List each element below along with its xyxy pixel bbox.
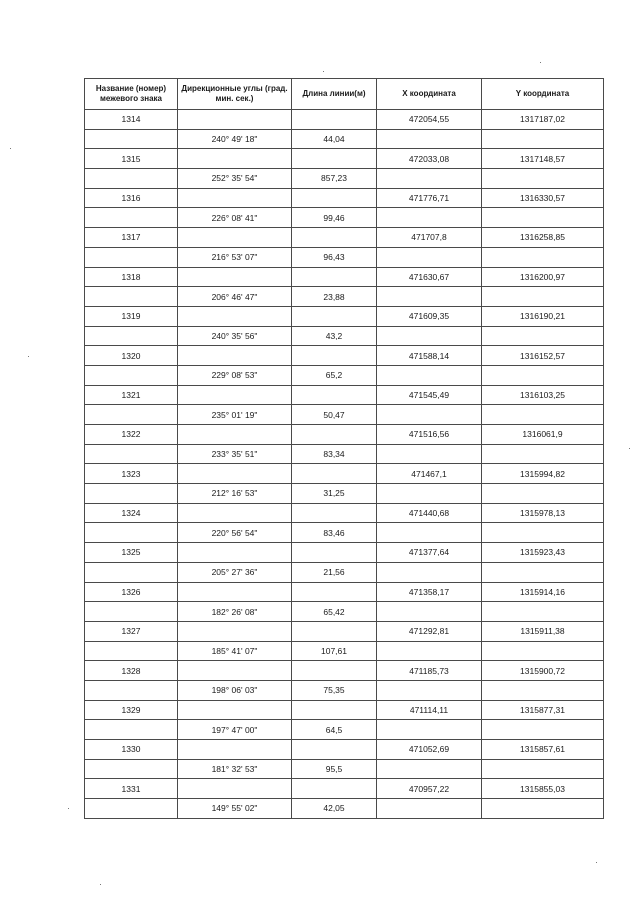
x-coordinate: 471377,64 bbox=[377, 543, 482, 563]
scan-speck bbox=[540, 62, 541, 63]
header-x: X координата bbox=[377, 79, 482, 110]
x-coordinate: 471609,35 bbox=[377, 306, 482, 326]
point-name: 1324 bbox=[85, 503, 178, 523]
y-coordinate: 1315914,16 bbox=[482, 582, 604, 602]
line-length: 857,23 bbox=[292, 169, 377, 189]
segment-row bbox=[85, 326, 604, 346]
y-coordinate: 1315923,43 bbox=[482, 543, 604, 563]
point-name: 1319 bbox=[85, 306, 178, 326]
empty-cell bbox=[482, 326, 604, 346]
x-coordinate: 471588,14 bbox=[377, 346, 482, 366]
empty-cell bbox=[178, 543, 292, 563]
empty-cell bbox=[292, 188, 377, 208]
empty-cell bbox=[85, 287, 178, 307]
header-angle: Дирекционные углы (град. мин. сек.) bbox=[178, 79, 292, 110]
point-name: 1321 bbox=[85, 385, 178, 405]
direction-angle: 252° 35' 54" bbox=[178, 169, 292, 189]
point-name: 1314 bbox=[85, 110, 178, 130]
y-coordinate: 1315978,13 bbox=[482, 503, 604, 523]
point-name: 1320 bbox=[85, 346, 178, 366]
empty-cell bbox=[482, 287, 604, 307]
segment-row bbox=[85, 602, 604, 622]
empty-cell bbox=[85, 405, 178, 425]
x-coordinate: 471185,73 bbox=[377, 661, 482, 681]
point-name: 1328 bbox=[85, 661, 178, 681]
empty-cell bbox=[178, 779, 292, 799]
direction-angle: 240° 49' 18" bbox=[178, 129, 292, 149]
empty-cell bbox=[85, 799, 178, 819]
empty-cell bbox=[377, 405, 482, 425]
empty-cell bbox=[482, 562, 604, 582]
segment-row bbox=[85, 208, 604, 228]
empty-cell bbox=[377, 799, 482, 819]
segment-row bbox=[85, 287, 604, 307]
empty-cell bbox=[377, 562, 482, 582]
y-coordinate: 1315900,72 bbox=[482, 661, 604, 681]
segment-row bbox=[85, 641, 604, 661]
point-row bbox=[85, 306, 604, 326]
empty-cell bbox=[85, 602, 178, 622]
point-name: 1329 bbox=[85, 700, 178, 720]
point-row bbox=[85, 621, 604, 641]
point-name: 1316 bbox=[85, 188, 178, 208]
y-coordinate: 1316330,57 bbox=[482, 188, 604, 208]
empty-cell bbox=[292, 425, 377, 445]
empty-cell bbox=[292, 543, 377, 563]
y-coordinate: 1315911,38 bbox=[482, 621, 604, 641]
line-length: 43,2 bbox=[292, 326, 377, 346]
y-coordinate: 1317148,57 bbox=[482, 149, 604, 169]
point-name: 1327 bbox=[85, 621, 178, 641]
x-coordinate: 471114,11 bbox=[377, 700, 482, 720]
point-name: 1317 bbox=[85, 228, 178, 248]
y-coordinate: 1316061,9 bbox=[482, 425, 604, 445]
segment-row bbox=[85, 129, 604, 149]
direction-angle: 216° 53' 07" bbox=[178, 247, 292, 267]
direction-angle: 149° 55' 02" bbox=[178, 799, 292, 819]
empty-cell bbox=[292, 228, 377, 248]
empty-cell bbox=[377, 365, 482, 385]
header-length: Длина линии(м) bbox=[292, 79, 377, 110]
x-coordinate: 470957,22 bbox=[377, 779, 482, 799]
empty-cell bbox=[178, 582, 292, 602]
point-row bbox=[85, 267, 604, 287]
point-name: 1323 bbox=[85, 464, 178, 484]
y-coordinate: 1316152,57 bbox=[482, 346, 604, 366]
empty-cell bbox=[178, 425, 292, 445]
empty-cell bbox=[482, 365, 604, 385]
direction-angle: 185° 41' 07" bbox=[178, 641, 292, 661]
line-length: 31,25 bbox=[292, 484, 377, 504]
segment-row bbox=[85, 405, 604, 425]
point-row bbox=[85, 464, 604, 484]
point-row bbox=[85, 110, 604, 130]
empty-cell bbox=[292, 503, 377, 523]
y-coordinate: 1315855,03 bbox=[482, 779, 604, 799]
empty-cell bbox=[292, 346, 377, 366]
x-coordinate: 471545,49 bbox=[377, 385, 482, 405]
empty-cell bbox=[482, 484, 604, 504]
point-row bbox=[85, 700, 604, 720]
empty-cell bbox=[178, 464, 292, 484]
line-length: 21,56 bbox=[292, 562, 377, 582]
empty-cell bbox=[377, 444, 482, 464]
empty-cell bbox=[482, 247, 604, 267]
empty-cell bbox=[178, 110, 292, 130]
empty-cell bbox=[178, 228, 292, 248]
empty-cell bbox=[482, 129, 604, 149]
direction-angle: 181° 32' 53" bbox=[178, 759, 292, 779]
x-coordinate: 471516,56 bbox=[377, 425, 482, 445]
direction-angle: 205° 27' 36" bbox=[178, 562, 292, 582]
empty-cell bbox=[482, 799, 604, 819]
point-row bbox=[85, 425, 604, 445]
empty-cell bbox=[85, 759, 178, 779]
direction-angle: 182° 26' 08" bbox=[178, 602, 292, 622]
scan-speck bbox=[28, 356, 29, 357]
point-row bbox=[85, 543, 604, 563]
direction-angle: 220° 56' 54" bbox=[178, 523, 292, 543]
x-coordinate: 471292,81 bbox=[377, 621, 482, 641]
empty-cell bbox=[85, 523, 178, 543]
point-name: 1325 bbox=[85, 543, 178, 563]
segment-row bbox=[85, 562, 604, 582]
empty-cell bbox=[85, 444, 178, 464]
direction-angle: 197° 47' 00" bbox=[178, 720, 292, 740]
line-length: 42,05 bbox=[292, 799, 377, 819]
segment-row bbox=[85, 247, 604, 267]
empty-cell bbox=[85, 365, 178, 385]
segment-row bbox=[85, 444, 604, 464]
empty-cell bbox=[292, 740, 377, 760]
empty-cell bbox=[292, 621, 377, 641]
direction-angle: 229° 08' 53" bbox=[178, 365, 292, 385]
x-coordinate: 472054,55 bbox=[377, 110, 482, 130]
point-name: 1326 bbox=[85, 582, 178, 602]
empty-cell bbox=[85, 169, 178, 189]
line-length: 83,46 bbox=[292, 523, 377, 543]
empty-cell bbox=[178, 346, 292, 366]
empty-cell bbox=[178, 503, 292, 523]
empty-cell bbox=[482, 444, 604, 464]
x-coordinate: 471467,1 bbox=[377, 464, 482, 484]
segment-row bbox=[85, 799, 604, 819]
empty-cell bbox=[85, 129, 178, 149]
empty-cell bbox=[377, 641, 482, 661]
scan-speck bbox=[323, 71, 324, 72]
point-name: 1315 bbox=[85, 149, 178, 169]
table-body bbox=[85, 110, 604, 819]
empty-cell bbox=[178, 740, 292, 760]
line-length: 75,35 bbox=[292, 680, 377, 700]
boundary-coordinates-table bbox=[84, 78, 604, 819]
segment-row bbox=[85, 484, 604, 504]
point-row bbox=[85, 228, 604, 248]
empty-cell bbox=[377, 602, 482, 622]
empty-cell bbox=[85, 562, 178, 582]
point-name: 1330 bbox=[85, 740, 178, 760]
empty-cell bbox=[377, 759, 482, 779]
empty-cell bbox=[377, 680, 482, 700]
empty-cell bbox=[377, 287, 482, 307]
empty-cell bbox=[377, 326, 482, 346]
empty-cell bbox=[178, 621, 292, 641]
empty-cell bbox=[178, 267, 292, 287]
empty-cell bbox=[377, 523, 482, 543]
point-row bbox=[85, 503, 604, 523]
empty-cell bbox=[292, 779, 377, 799]
table-header-row bbox=[85, 79, 604, 110]
x-coordinate: 471052,69 bbox=[377, 740, 482, 760]
direction-angle: 206° 46' 47" bbox=[178, 287, 292, 307]
line-length: 95,5 bbox=[292, 759, 377, 779]
y-coordinate: 1316103,25 bbox=[482, 385, 604, 405]
empty-cell bbox=[85, 326, 178, 346]
empty-cell bbox=[85, 208, 178, 228]
segment-row bbox=[85, 365, 604, 385]
empty-cell bbox=[482, 405, 604, 425]
empty-cell bbox=[377, 720, 482, 740]
scan-speck bbox=[68, 808, 69, 809]
empty-cell bbox=[292, 385, 377, 405]
empty-cell bbox=[292, 661, 377, 681]
empty-cell bbox=[178, 661, 292, 681]
empty-cell bbox=[178, 149, 292, 169]
line-length: 50,47 bbox=[292, 405, 377, 425]
empty-cell bbox=[482, 602, 604, 622]
y-coordinate: 1316200,97 bbox=[482, 267, 604, 287]
y-coordinate: 1316258,85 bbox=[482, 228, 604, 248]
y-coordinate: 1316190,21 bbox=[482, 306, 604, 326]
line-length: 96,43 bbox=[292, 247, 377, 267]
empty-cell bbox=[178, 385, 292, 405]
y-coordinate: 1315994,82 bbox=[482, 464, 604, 484]
empty-cell bbox=[482, 523, 604, 543]
point-row bbox=[85, 582, 604, 602]
point-name: 1322 bbox=[85, 425, 178, 445]
empty-cell bbox=[377, 208, 482, 228]
segment-row bbox=[85, 169, 604, 189]
scan-speck bbox=[100, 884, 101, 885]
point-row bbox=[85, 740, 604, 760]
line-length: 23,88 bbox=[292, 287, 377, 307]
direction-angle: 233° 35' 51" bbox=[178, 444, 292, 464]
direction-angle: 212° 16' 53" bbox=[178, 484, 292, 504]
x-coordinate: 472033,08 bbox=[377, 149, 482, 169]
x-coordinate: 471707,8 bbox=[377, 228, 482, 248]
empty-cell bbox=[482, 641, 604, 661]
x-coordinate: 471440,68 bbox=[377, 503, 482, 523]
empty-cell bbox=[377, 247, 482, 267]
empty-cell bbox=[482, 720, 604, 740]
direction-angle: 235° 01' 19" bbox=[178, 405, 292, 425]
line-length: 65,42 bbox=[292, 602, 377, 622]
scan-speck bbox=[10, 148, 11, 149]
empty-cell bbox=[377, 129, 482, 149]
empty-cell bbox=[482, 680, 604, 700]
empty-cell bbox=[85, 680, 178, 700]
empty-cell bbox=[377, 169, 482, 189]
y-coordinate: 1317187,02 bbox=[482, 110, 604, 130]
point-row bbox=[85, 346, 604, 366]
empty-cell bbox=[292, 267, 377, 287]
empty-cell bbox=[482, 169, 604, 189]
line-length: 107,61 bbox=[292, 641, 377, 661]
point-name: 1331 bbox=[85, 779, 178, 799]
point-name: 1318 bbox=[85, 267, 178, 287]
empty-cell bbox=[85, 720, 178, 740]
empty-cell bbox=[178, 188, 292, 208]
segment-row bbox=[85, 759, 604, 779]
scan-speck bbox=[596, 862, 597, 863]
empty-cell bbox=[292, 582, 377, 602]
empty-cell bbox=[482, 208, 604, 228]
empty-cell bbox=[178, 700, 292, 720]
header-y: Y координата bbox=[482, 79, 604, 110]
empty-cell bbox=[85, 484, 178, 504]
empty-cell bbox=[85, 247, 178, 267]
empty-cell bbox=[292, 700, 377, 720]
scan-speck bbox=[629, 448, 630, 449]
x-coordinate: 471776,71 bbox=[377, 188, 482, 208]
x-coordinate: 471630,67 bbox=[377, 267, 482, 287]
empty-cell bbox=[178, 306, 292, 326]
y-coordinate: 1315857,61 bbox=[482, 740, 604, 760]
segment-row bbox=[85, 523, 604, 543]
x-coordinate: 471358,17 bbox=[377, 582, 482, 602]
segment-row bbox=[85, 680, 604, 700]
line-length: 65,2 bbox=[292, 365, 377, 385]
empty-cell bbox=[292, 306, 377, 326]
line-length: 44,04 bbox=[292, 129, 377, 149]
direction-angle: 240° 35' 56" bbox=[178, 326, 292, 346]
point-row bbox=[85, 779, 604, 799]
point-row bbox=[85, 149, 604, 169]
empty-cell bbox=[482, 759, 604, 779]
line-length: 99,46 bbox=[292, 208, 377, 228]
empty-cell bbox=[292, 110, 377, 130]
empty-cell bbox=[85, 641, 178, 661]
direction-angle: 198° 06' 03" bbox=[178, 680, 292, 700]
line-length: 64,5 bbox=[292, 720, 377, 740]
header-name: Название (номер) межевого знака bbox=[85, 79, 178, 110]
line-length: 83,34 bbox=[292, 444, 377, 464]
point-row bbox=[85, 661, 604, 681]
segment-row bbox=[85, 720, 604, 740]
y-coordinate: 1315877,31 bbox=[482, 700, 604, 720]
empty-cell bbox=[292, 464, 377, 484]
empty-cell bbox=[292, 149, 377, 169]
point-row bbox=[85, 188, 604, 208]
point-row bbox=[85, 385, 604, 405]
empty-cell bbox=[377, 484, 482, 504]
direction-angle: 226° 08' 41" bbox=[178, 208, 292, 228]
